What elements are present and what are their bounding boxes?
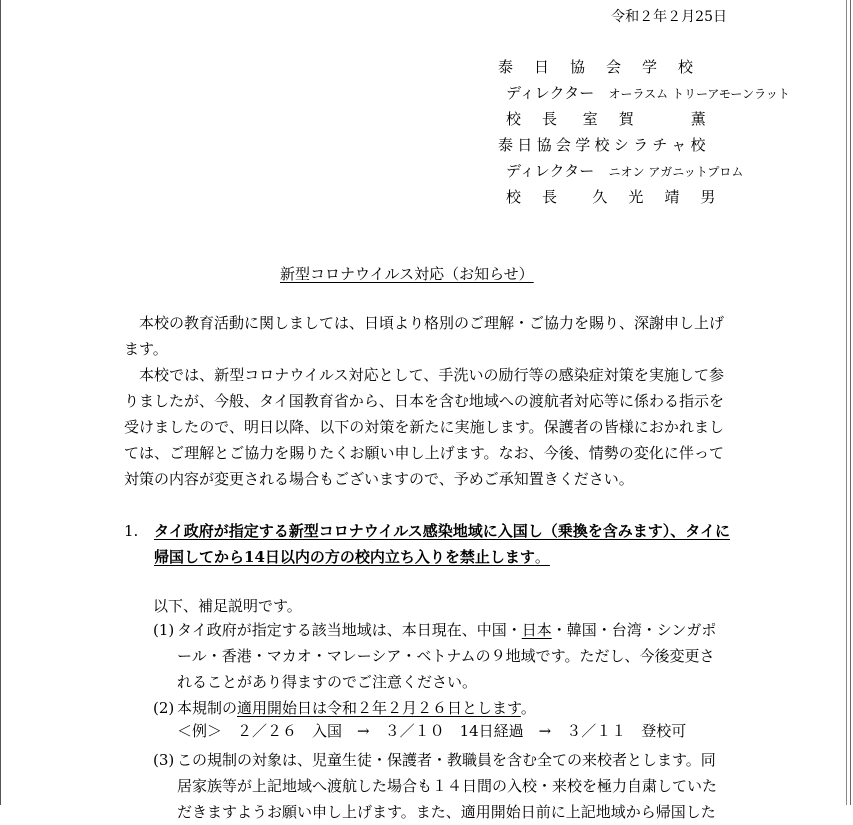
item-1-number: 1. bbox=[124, 522, 139, 540]
sender-principal1: 校長 室賀 薫 bbox=[506, 110, 727, 128]
sub-item-3 bbox=[153, 747, 723, 825]
sub-item-3-number: (3) bbox=[153, 751, 175, 769]
item-1 bbox=[124, 518, 744, 570]
item-1-text: タイ政府が指定する新型コロナウイルス感染地域に入国し（乗換を含みます）、タイに帰国してから14日以内の方の校内立ち入りを禁止します。 bbox=[154, 522, 731, 566]
sub-item-2 bbox=[153, 695, 723, 721]
sender-director2: ディレクター ニオン アガニットプロム bbox=[506, 162, 744, 180]
intro-paragraph-2: 本校では、新型コロナウイルス対応として、手洗いの励行等の感染症対策を実施して参りましたが、今般、タイ国教育省から、日本を含む地域への渡航者対応等に係わる指示を受けましたので、明日以降、以下の対策を新たに実施します。保護者の皆様におかれましては、ご理解とご協力を賜りたくお願い申し上げます。なお、今後、情勢の変化に伴って対策の内容が変更される場合もございますので、予めご承知置きください。 bbox=[124, 366, 724, 488]
example-line: ＜例＞ ２／２６ 入国 → ３／１０ 14日経過 → ３／１１ 登校可 bbox=[177, 722, 687, 740]
intro-paragraphs bbox=[124, 310, 724, 492]
sender-school2: 泰日協会学校シラチャ校 bbox=[498, 136, 710, 154]
sub-item-1 bbox=[153, 617, 723, 695]
sub-item-1-number: (1) bbox=[153, 621, 175, 639]
sub-item-2-text: 本規制の適用開始日は令和２年２月２６日とします。 bbox=[177, 699, 536, 717]
sub-item-1-text: タイ政府が指定する該当地域は、本日現在、中国・日本・韓国・台湾・シンガポール・香港・マカオ・マレーシア・ベトナムの９地域です。ただし、今後変更されることがあり得ますのでご注意ください。 bbox=[177, 621, 717, 691]
sender-principal2: 校長 久光靖男 bbox=[506, 188, 737, 206]
page-right-edge bbox=[846, 0, 847, 805]
sender-director1: ディレクター オーラスム トリーアモーンラット bbox=[506, 84, 790, 102]
supplement-label: 以下、補足説明です。 bbox=[153, 597, 302, 615]
sub-item-3-text: この規制の対象は、児童生徒・保護者・教職員を含む全ての来校者とします。同居家族等が上記地域へ渡航した場合も１４日間の入校・来校を極力自粛していただきますようお願い申し上げます。また、適用開始日前に上記地域から帰国した bbox=[177, 751, 718, 821]
intro-paragraph-1: 本校の教育活動に関しましては、日頃より格別のご理解・ご協力を賜り、深謝申し上げます。 bbox=[124, 314, 725, 358]
page-scroll-edge bbox=[850, 0, 851, 805]
sub-item-2-number: (2) bbox=[153, 699, 175, 717]
page-left-edge bbox=[0, 0, 1, 805]
sender-school1: 泰日協会学校 bbox=[498, 58, 715, 76]
document-title: 新型コロナウイルス対応（お知らせ） bbox=[280, 265, 534, 283]
document-date: 令和２年２月25日 bbox=[611, 9, 727, 25]
